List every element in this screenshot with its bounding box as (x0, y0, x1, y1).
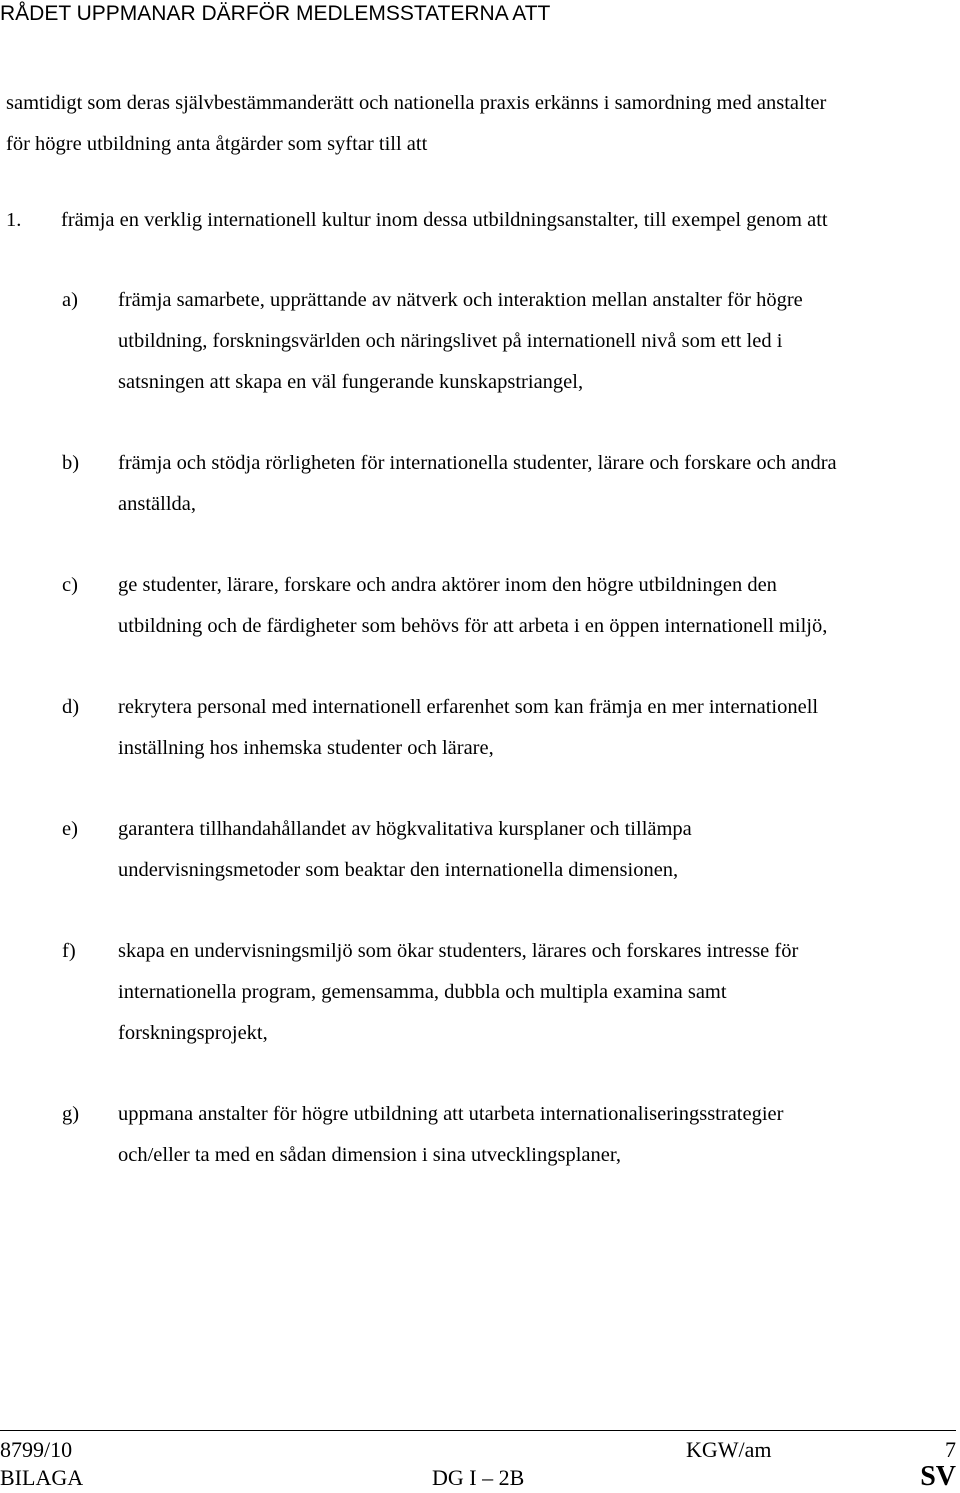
item-line: anställda, (118, 493, 196, 515)
footer-language-code: SV (920, 1461, 956, 1492)
footer-directorate: DG I – 2B (432, 1465, 525, 1490)
item-text (118, 809, 958, 891)
item-line: inställning hos inhemska studenter och lärare, (118, 737, 494, 759)
item-line: utbildning, forskningsvärlden och näringslivet på internationell nivå som ett led i (118, 330, 783, 352)
intro-line: för högre utbildning anta åtgärder som syftar till att (6, 133, 428, 155)
intro-paragraph (6, 83, 956, 165)
item-text (118, 280, 958, 403)
item-line: forskningsprojekt, (118, 1022, 268, 1044)
item-line: utbildning och de färdigheter som behövs för att arbeta i en öppen internationell miljö, (118, 615, 828, 637)
item-label: g) (62, 1103, 80, 1125)
point-number: 1. (6, 209, 22, 231)
item-line: rekrytera personal med internationell erfarenhet som kan främja en mer internationell (118, 696, 819, 718)
point-text: främja en verklig internationell kultur inom dessa utbildningsanstalter, till exempel genom att (61, 209, 828, 231)
item-text (118, 565, 958, 647)
item-label: c) (62, 574, 78, 596)
footer-divider (0, 1430, 956, 1431)
item-text (118, 931, 958, 1054)
intro-line: samtidigt som deras självbestämmanderätt och nationella praxis erkänns i samordning med anstalter (6, 92, 827, 114)
item-label: e) (62, 818, 78, 840)
item-line: internationella program, gemensamma, dubbla och multipla examina samt (118, 981, 727, 1003)
item-line: garantera tillhandahållandet av högkvalitativa kursplaner och tillämpa (118, 818, 692, 840)
item-line: främja samarbete, upprättande av nätverk och interaktion mellan anstalter för högre (118, 289, 803, 311)
item-line: och/eller ta med en sådan dimension i sina utvecklingsplaner, (118, 1144, 621, 1166)
item-text (118, 687, 958, 769)
footer-page-number: 7 (945, 1437, 956, 1462)
footer-doc-number: 8799/10 (0, 1437, 73, 1462)
page-header: RÅDET UPPMANAR DÄRFÖR MEDLEMSSTATERNA ATT (0, 2, 551, 25)
item-label: f) (62, 940, 76, 962)
footer-annex: BILAGA (0, 1465, 84, 1490)
item-label: b) (62, 452, 80, 474)
item-line: ge studenter, lärare, forskare och andra aktörer inom den högre utbildningen den (118, 574, 777, 596)
item-text (118, 443, 958, 525)
item-line: skapa en undervisningsmiljö som ökar studenters, lärares och forskares intresse för (118, 940, 799, 962)
item-line: undervisningsmetoder som beaktar den internationella dimensionen, (118, 859, 679, 881)
item-label: a) (62, 289, 78, 311)
item-line: satsningen att skapa en väl fungerande kunskapstriangel, (118, 371, 584, 393)
item-line: uppmana anstalter för högre utbildning att utarbeta internationaliseringsstrategier (118, 1103, 784, 1125)
footer-initials: KGW/am (686, 1437, 772, 1462)
item-label: d) (62, 696, 80, 718)
item-line: främja och stödja rörligheten för internationella studenter, lärare och forskare och andra (118, 452, 837, 474)
item-text (118, 1094, 958, 1176)
